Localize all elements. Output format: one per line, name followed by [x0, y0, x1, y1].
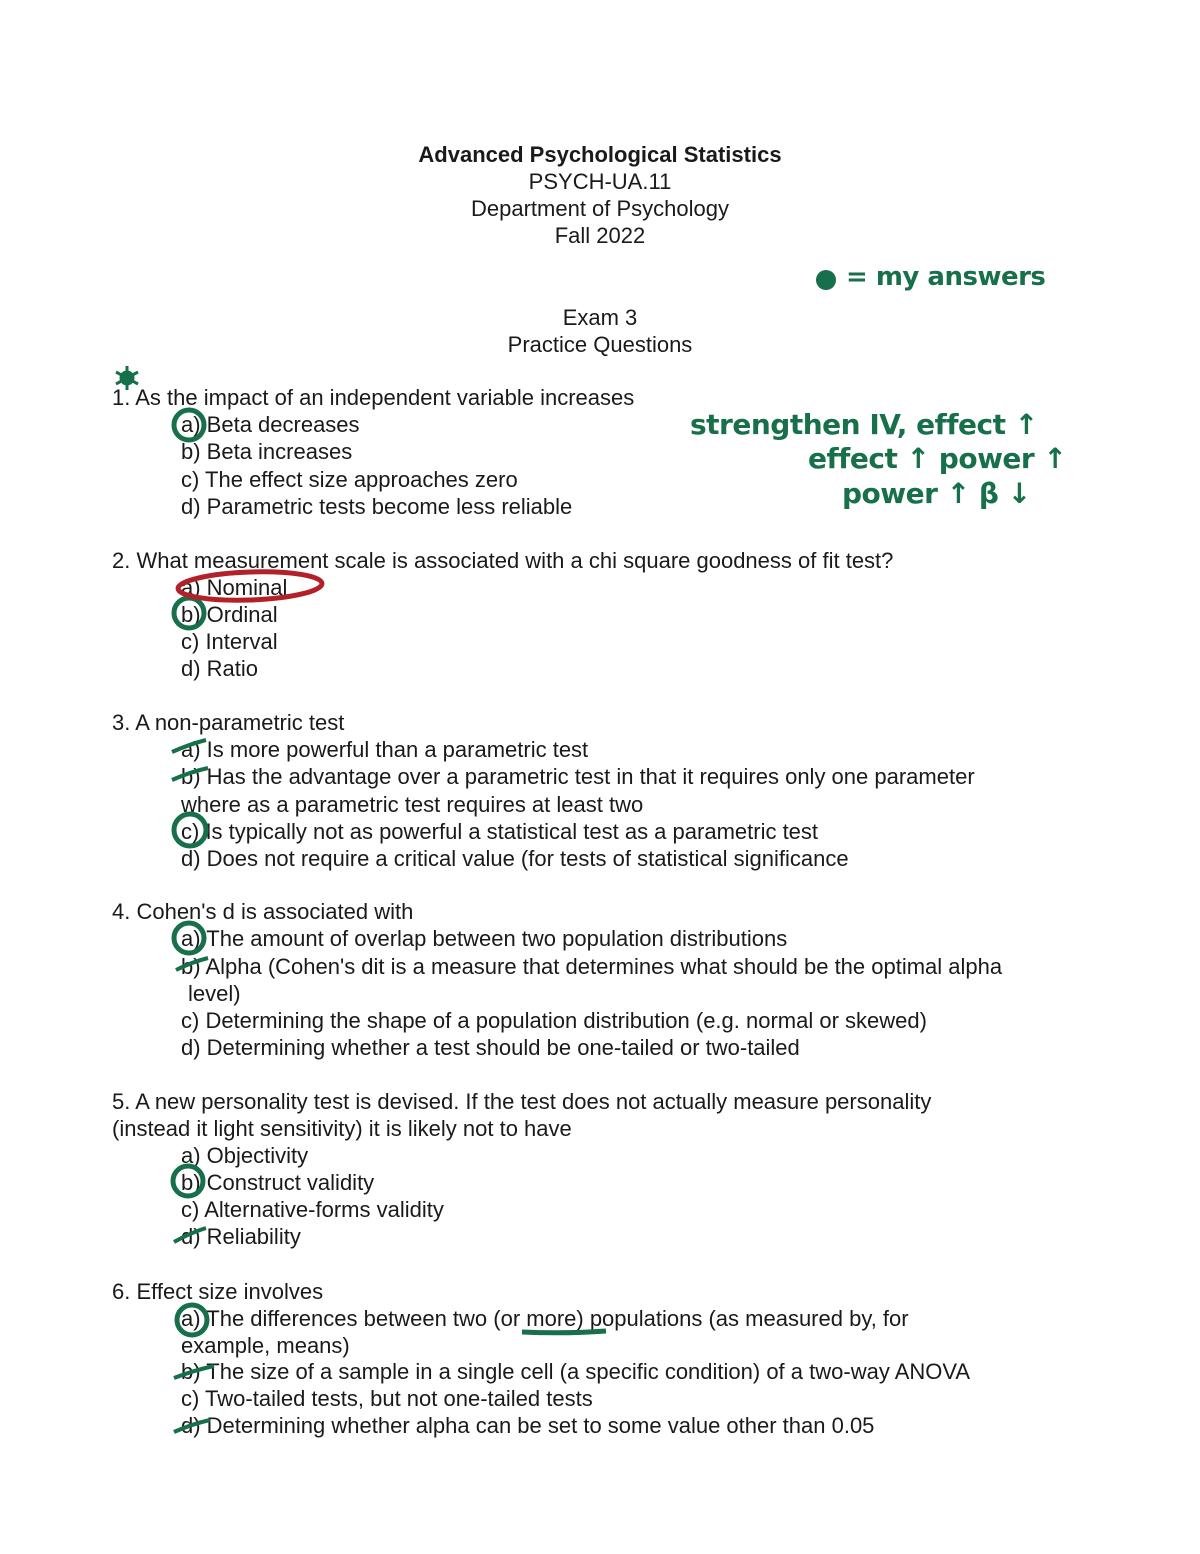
side-note-line-1: strengthen IV, effect ↑ [690, 408, 1038, 441]
question-4-option-b: b) Alpha (Cohen's dit is a measure that determines what should be the optimal alpha [181, 954, 1003, 979]
question-1-stem: 1. As the impact of an independent variable increases [112, 385, 635, 410]
question-3-option-b: b) Has the advantage over a parametric test in that it requires only one parameter [181, 764, 975, 789]
question-6-option-d: d) Determining whether alpha can be set to some value other than 0.05 [181, 1413, 875, 1438]
question-4-option-b-cont: level) [188, 981, 241, 1006]
question-3-option-b-cont: where as a parametric test requires at least two [181, 792, 644, 817]
question-5-option-d: d) Reliability [181, 1224, 301, 1249]
question-3-option-a: a) Is more powerful than a parametric test [181, 737, 589, 762]
question-5-stem: 5. A new personality test is devised. If the test does not actually measure personality [112, 1089, 932, 1114]
question-6-option-a-cont: example, means) [181, 1333, 350, 1358]
legend-dot-icon [816, 270, 836, 290]
side-note-line-2: effect ↑ power ↑ [808, 442, 1067, 475]
question-2-option-c: c) Interval [181, 629, 278, 654]
document-title: Advanced Psychological Statistics [418, 142, 782, 167]
question-4-stem: 4. Cohen's d is associated with [112, 899, 414, 924]
question-5-stem-cont: (instead it light sensitivity) it is likely not to have [112, 1116, 572, 1141]
question-3-stem: 3. A non-parametric test [112, 710, 345, 735]
question-6-stem: 6. Effect size involves [112, 1279, 324, 1304]
question-1-option-b: b) Beta increases [181, 439, 353, 464]
question-4-option-d: d) Determining whether a test should be one-tailed or two-tailed [181, 1035, 800, 1060]
term: Fall 2022 [554, 223, 646, 248]
question-5-option-c: c) Alternative-forms validity [181, 1197, 444, 1222]
question-1-option-c: c) The effect size approaches zero [181, 467, 518, 492]
question-5-option-b: b) Construct validity [181, 1170, 375, 1195]
question-6-option-b: b) The size of a sample in a single cell (a specific condition) of a two-way ANOVA [181, 1359, 971, 1384]
course-code: PSYCH-UA.11 [528, 169, 672, 194]
question-2-option-a: a) Nominal [181, 575, 288, 600]
question-4-option-c: c) Determining the shape of a population distribution (e.g. normal or skewed) [181, 1008, 927, 1033]
exam-name: Exam 3 [562, 305, 638, 330]
question-2-option-d: d) Ratio [181, 656, 259, 681]
question-2-stem: 2. What measurement scale is associated with a chi square goodness of fit test? [112, 548, 894, 573]
legend-note: = my answers [846, 262, 1046, 292]
question-2-option-b: b) Ordinal [181, 602, 278, 627]
question-1-option-d: d) Parametric tests become less reliable [181, 494, 573, 519]
department: Department of Psychology [470, 196, 730, 221]
exam-subtitle: Practice Questions [507, 332, 693, 357]
question-4-option-a: a) The amount of overlap between two population distributions [181, 926, 788, 951]
question-1-option-a: a) Beta decreases [181, 412, 360, 437]
question-3-option-c: c) Is typically not as powerful a statistical test as a parametric test [181, 819, 819, 844]
question-3-option-d: d) Does not require a critical value (for tests of statistical significance [181, 846, 849, 871]
question-6-option-c: c) Two-tailed tests, but not one-tailed tests [181, 1386, 593, 1411]
side-note-line-3: power ↑ β ↓ [842, 477, 1031, 510]
question-6-option-a: a) The differences between two (or more) populations (as measured by, for [181, 1306, 909, 1331]
question-5-option-a: a) Objectivity [181, 1143, 309, 1168]
